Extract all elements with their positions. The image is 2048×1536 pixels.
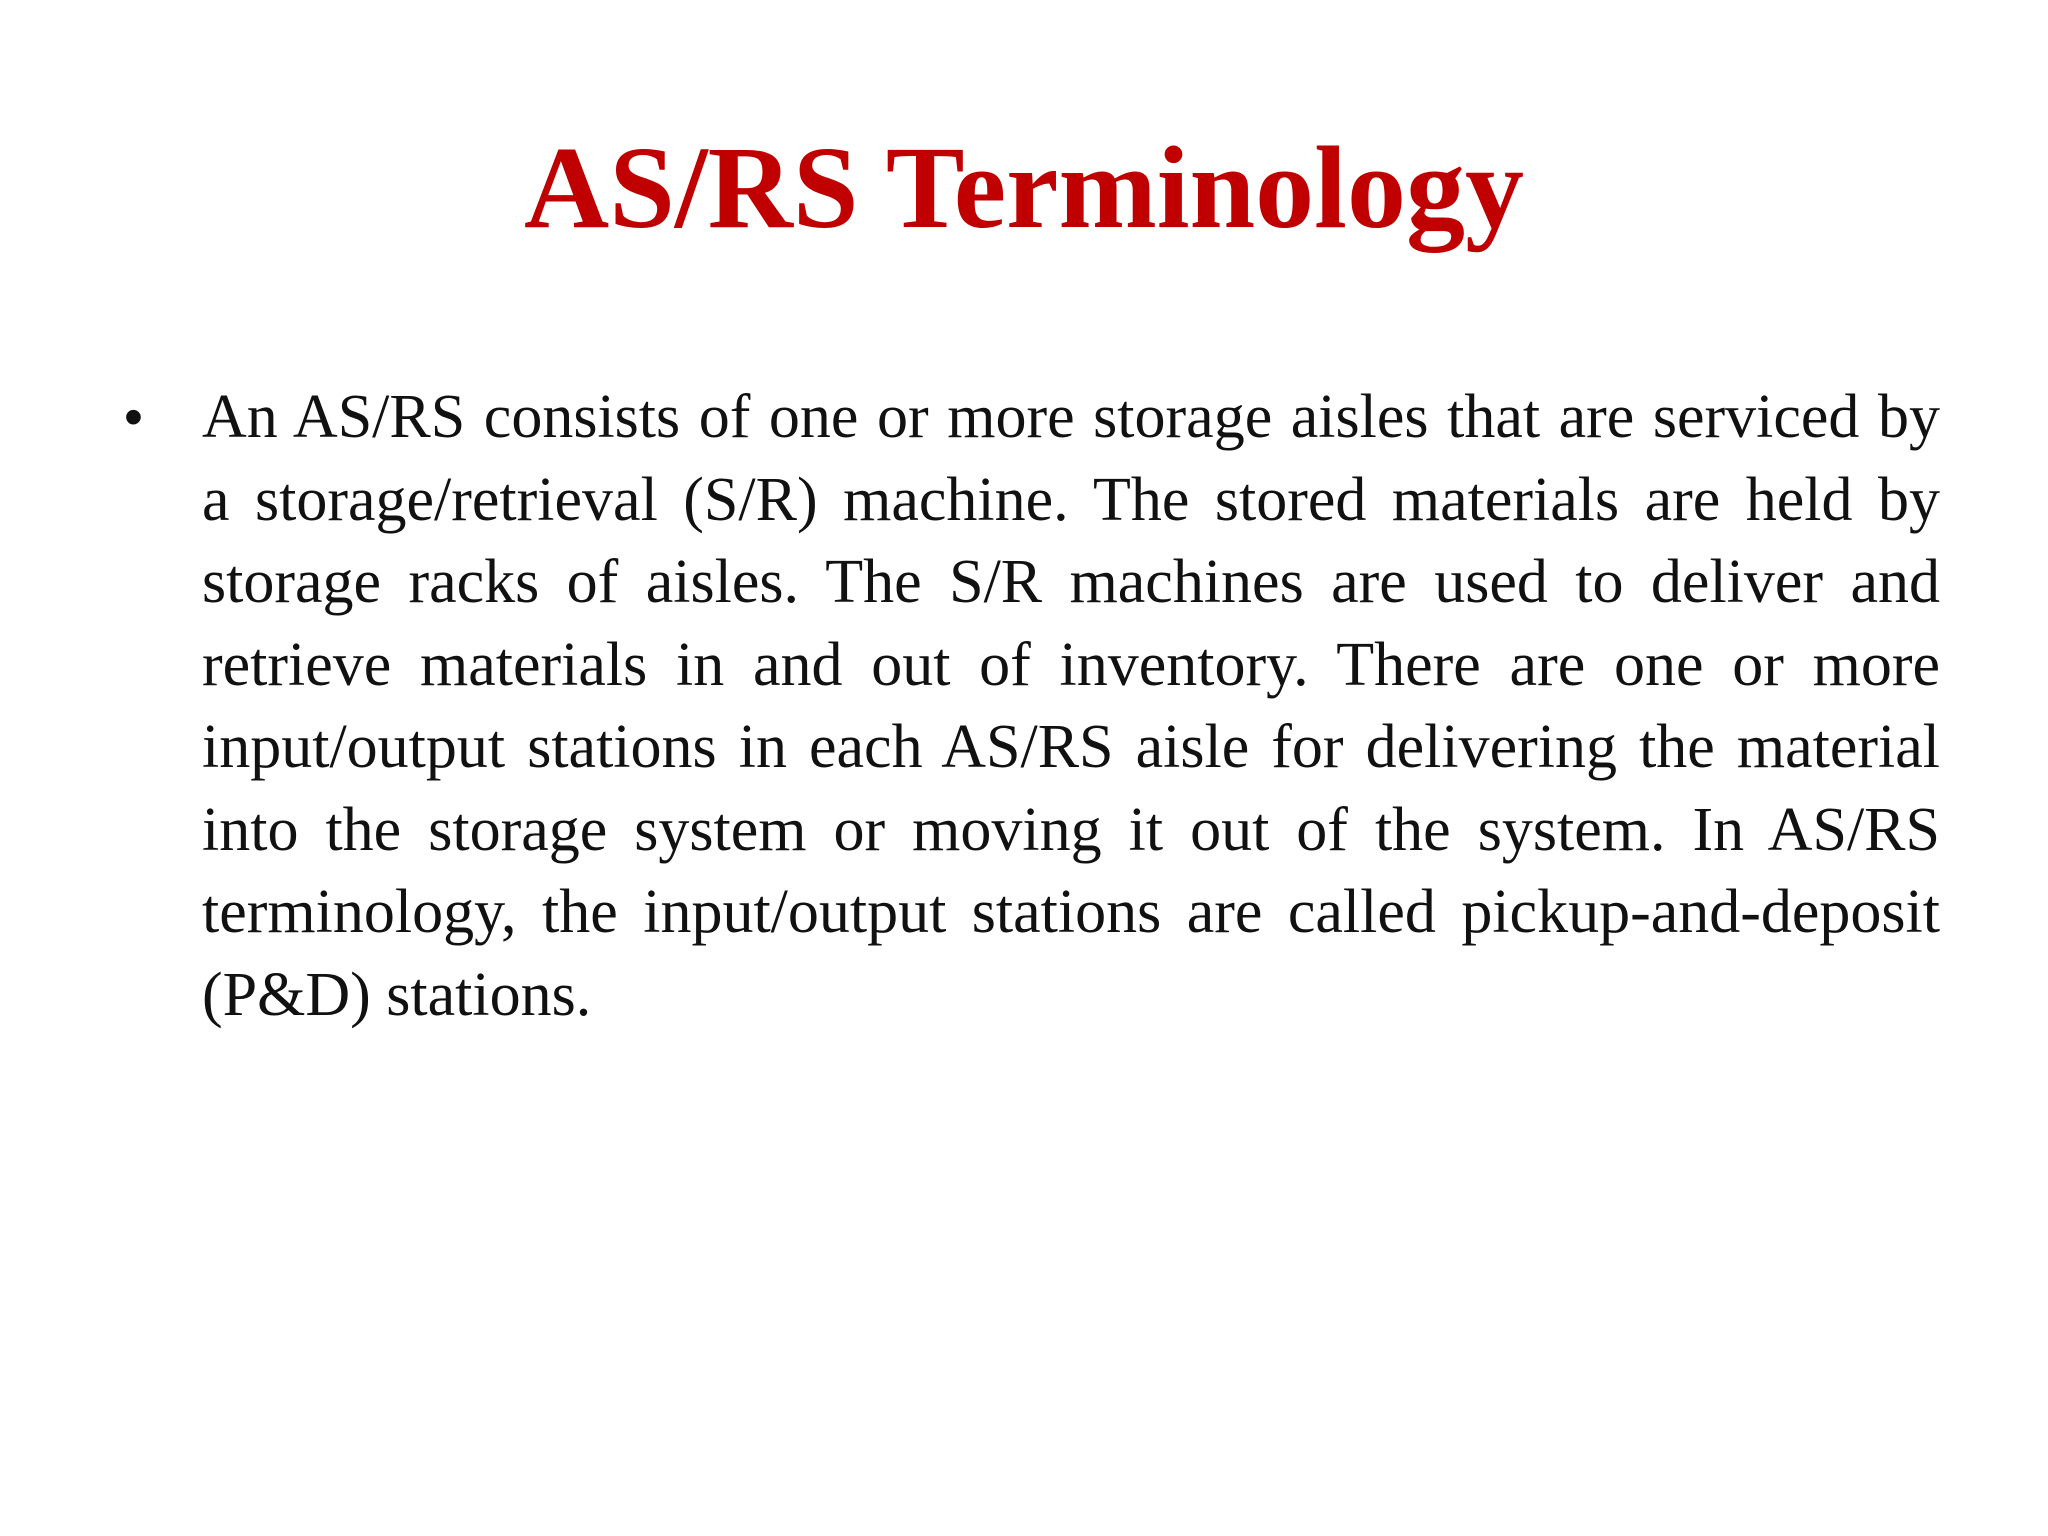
slide-title: AS/RS Terminology <box>524 122 1524 253</box>
bullet-item <box>118 376 1940 1036</box>
bullet-text: An AS/RS consists of one or more storage aisles that are serviced by a storage/retrieval (S/R) machine. The stored materials are held by storage racks of aisles. The S/R machines are used to deliver and retrieve materials in and out of inventory. There are one or more input/output stations in each AS/RS aisle for delivering the material into the storage system or moving it out of the system. In AS/RS terminology, the input/output stations are called pickup-and-deposit (P&D) stations. <box>202 383 1940 1029</box>
bullet-marker: • <box>124 387 143 447</box>
bullet-list <box>118 376 1940 1036</box>
